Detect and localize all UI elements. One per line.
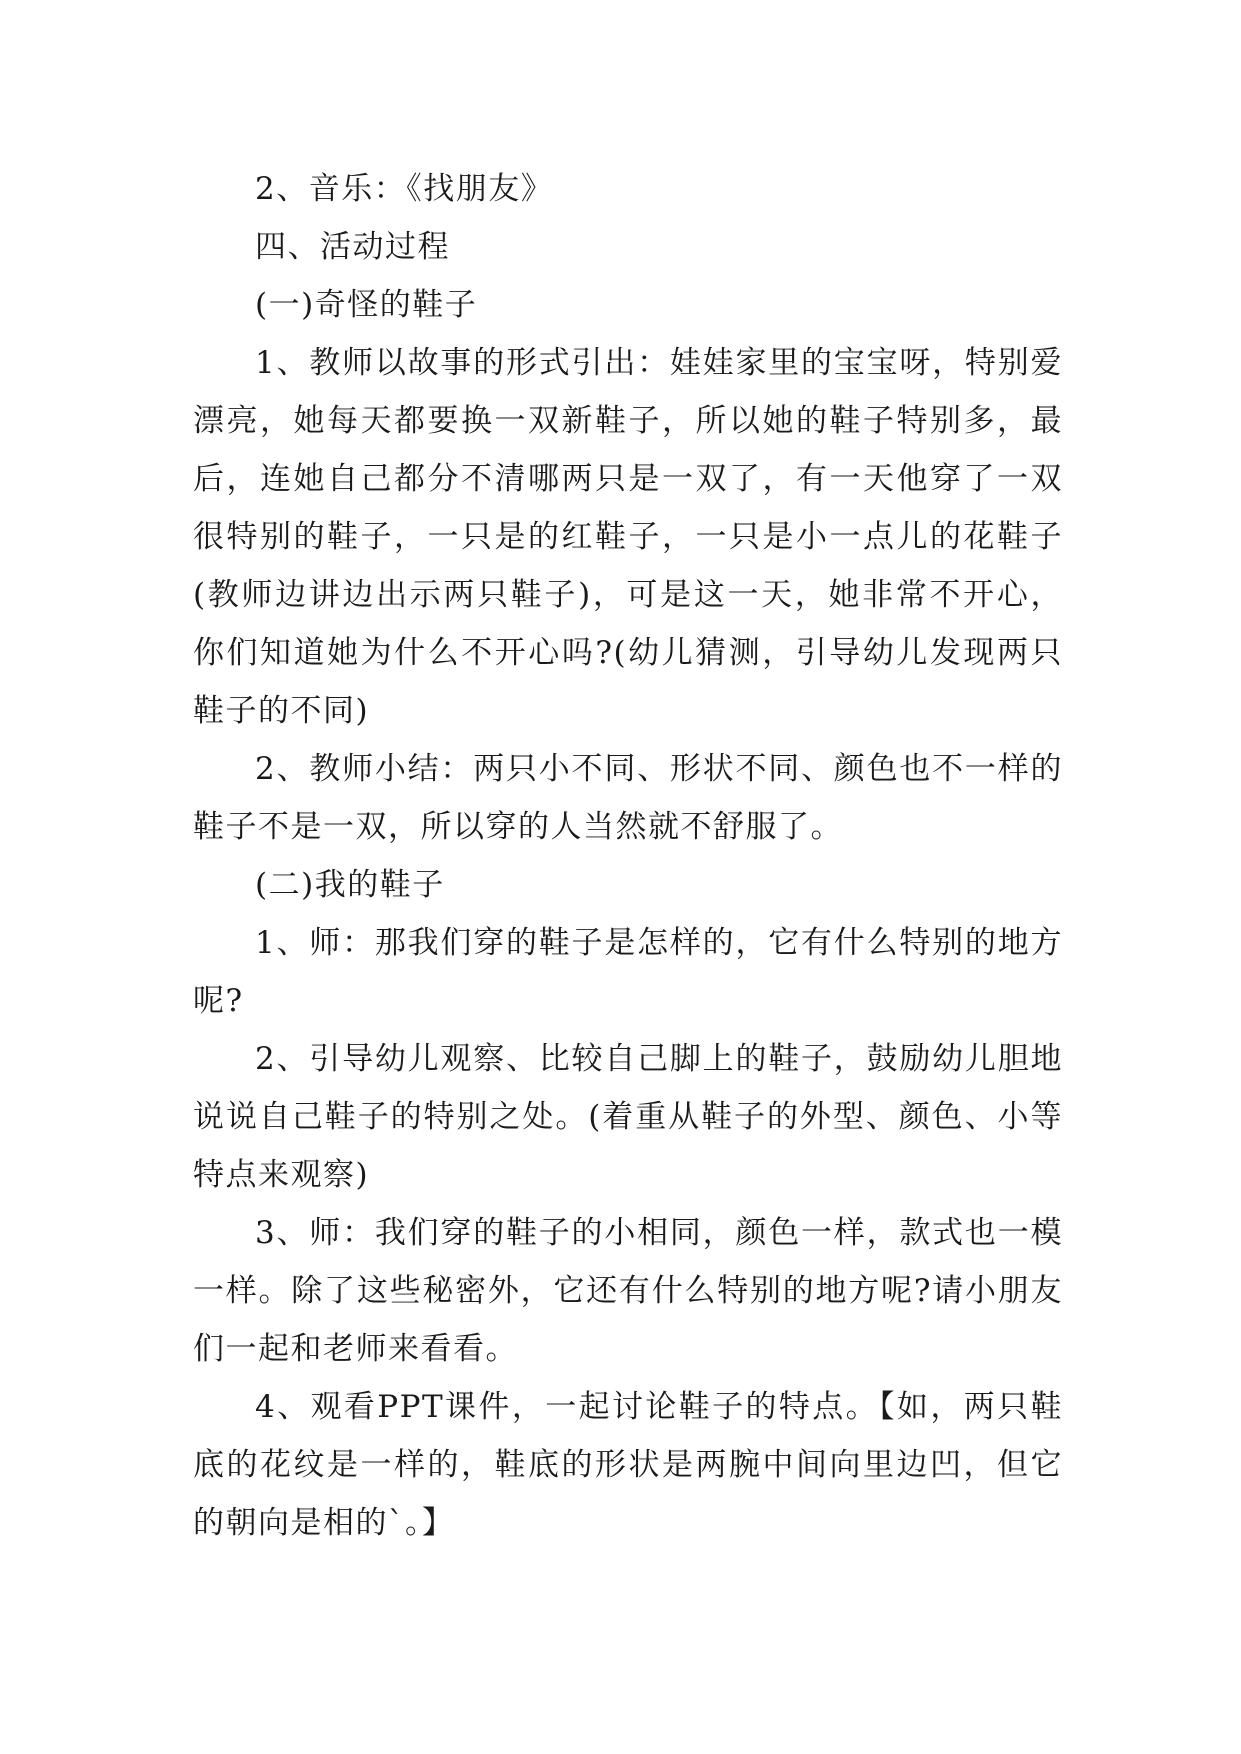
paragraph-watch-ppt: 4、观看PPT课件，一起讨论鞋子的特点。【如，两只鞋底的花纹是一样的，鞋底的形状是两腕中间向里边凹，但它的朝向是相的`。】 <box>193 1389 1063 1541</box>
paragraph-observe-compare: 2、引导幼儿观察、比较自己脚上的鞋子，鼓励幼儿胆地说说自己鞋子的特别之处。(着重从鞋子的外型、颜色、小等特点来观察) <box>193 1041 1063 1193</box>
subsection-heading-my-shoes: (二)我的鞋子 <box>255 867 445 903</box>
subsection-heading-strange-shoes: (一)奇怪的鞋子 <box>255 287 478 323</box>
paragraph-teacher-question: 1、师：那我们穿的鞋子是怎样的，它有什么特别的地方呢? <box>193 925 1063 1019</box>
paragraph-story-intro: 1、教师以故事的形式引出：娃娃家里的宝宝呀，特别爱漂亮，她每天都要换一双新鞋子，所以她的鞋子特别多，最后，连她自己都分不清哪两只是一双了，有一天他穿了一双很特别的鞋子，一只是的红鞋子，一只是小一点儿的花鞋子(教师边讲边出示两只鞋子)，可是这一天，她非常不开心，你们知道她为什么不开心吗?(幼儿猜测，引导幼儿发现两只鞋子的不同) <box>193 345 1063 729</box>
paragraph-music: 2、音乐：《找朋友》 <box>255 171 554 207</box>
document-body <box>193 160 1063 1552</box>
section-heading-activity-process: 四、活动过程 <box>255 229 450 265</box>
paragraph-teacher-summary: 2、教师小结：两只小不同、形状不同、颜色也不一样的鞋子不是一双，所以穿的人当然就不舒服了。 <box>193 751 1063 845</box>
paragraph-shoes-secret: 3、师：我们穿的鞋子的小相同，颜色一样，款式也一模一样。除了这些秘密外，它还有什么特别的地方呢?请小朋友们一起和老师来看看。 <box>193 1215 1063 1367</box>
